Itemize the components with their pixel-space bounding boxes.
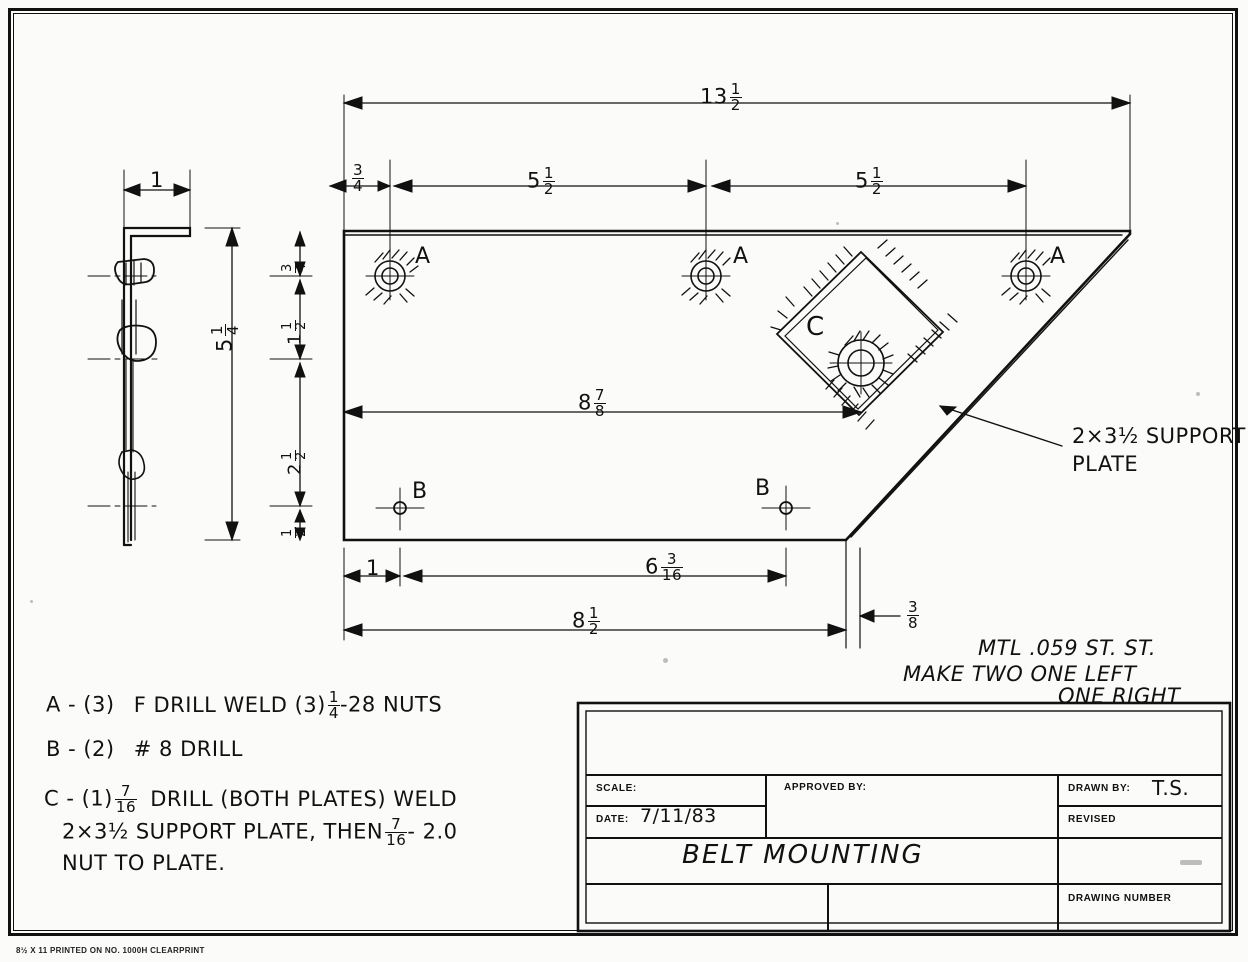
- dim-hole-spacing-1: 5 $\frac{1}{2}$: [527, 164, 554, 199]
- hole-label-a3: A: [1050, 244, 1066, 269]
- drawing-title: BELT MOUNTING: [682, 840, 924, 870]
- date-value: 7/11/83: [640, 805, 717, 827]
- note-c-line2: 2×3½ SUPPORT PLATE, THEN $\frac{7}{16}$ - 2.0: [62, 815, 458, 850]
- dim-overall-height: 5 1 4: [208, 325, 243, 352]
- material-note-1: MTL .059 ST. ST.: [978, 636, 1157, 660]
- support-plate-callout-line1: 2×3½ SUPPORT: [1072, 424, 1246, 448]
- dim-bottom-left-inset: 1: [366, 556, 380, 580]
- paper-speck: [1180, 860, 1202, 865]
- dim-vert-top: 3 4: [280, 263, 309, 272]
- dim-vert-mid: 1 1 2: [280, 321, 309, 345]
- hole-label-a1: A: [415, 244, 431, 269]
- hole-label-c: C: [806, 312, 825, 342]
- revised-label: REVISED: [1068, 814, 1117, 825]
- dim-center-c: 8 $\frac{7}{8}$: [578, 386, 605, 421]
- note-a: A - (3) F DRILL WELD (3) $\frac{1}{4}$ -28 NUTS: [46, 688, 443, 723]
- drawn-label: DRAWN BY:: [1068, 783, 1131, 794]
- support-plate-callout-line2: PLATE: [1072, 452, 1139, 476]
- material-note-2: MAKE TWO ONE LEFT: [903, 662, 1137, 686]
- dim-vert-bottom: 1 2: [280, 528, 309, 537]
- dim-vert-lower: 2 1 2: [280, 451, 309, 475]
- note-c-line3: NUT TO PLATE.: [62, 851, 226, 875]
- drawn-value: T.S.: [1152, 776, 1190, 800]
- drawing-number-label: DRAWING NUMBER: [1068, 893, 1172, 904]
- note-c: C - (1) $\frac{7}{16}$ DRILL (BOTH PLATES) WELD: [44, 782, 458, 817]
- paper-speck: [1196, 392, 1200, 396]
- dim-thickness: $\frac{3}{8}$: [908, 598, 919, 633]
- paper-speck: [663, 658, 668, 663]
- dim-side-view-width: 1: [150, 168, 164, 192]
- paper-speck: [836, 222, 839, 225]
- approved-label: APPROVED BY:: [784, 782, 867, 793]
- dim-bottom-overall: 8 $\frac{1}{2}$: [572, 604, 599, 639]
- dim-overall-length: 13 $\frac{1}{2}$: [700, 80, 741, 115]
- dim-hole-spacing-2: 5 $\frac{1}{2}$: [855, 164, 882, 199]
- note-b: B - (2) # 8 DRILL: [46, 737, 243, 761]
- material-note-3: ONE RIGHT: [1058, 684, 1181, 708]
- hole-label-b1: B: [412, 479, 428, 504]
- hole-label-a2: A: [733, 244, 749, 269]
- date-label: DATE:: [596, 814, 629, 825]
- paper-speck: [30, 600, 33, 603]
- sheet-footer: 8½ X 11 PRINTED ON NO. 1000H CLEARPRINT: [16, 946, 205, 955]
- hole-label-b2: B: [755, 476, 771, 501]
- scale-label: SCALE:: [596, 783, 637, 794]
- dim-edge-offset-top: $\frac{3}{4}$: [353, 161, 364, 196]
- dim-bottom-b: 6 $\frac{3}{16}$: [645, 550, 683, 585]
